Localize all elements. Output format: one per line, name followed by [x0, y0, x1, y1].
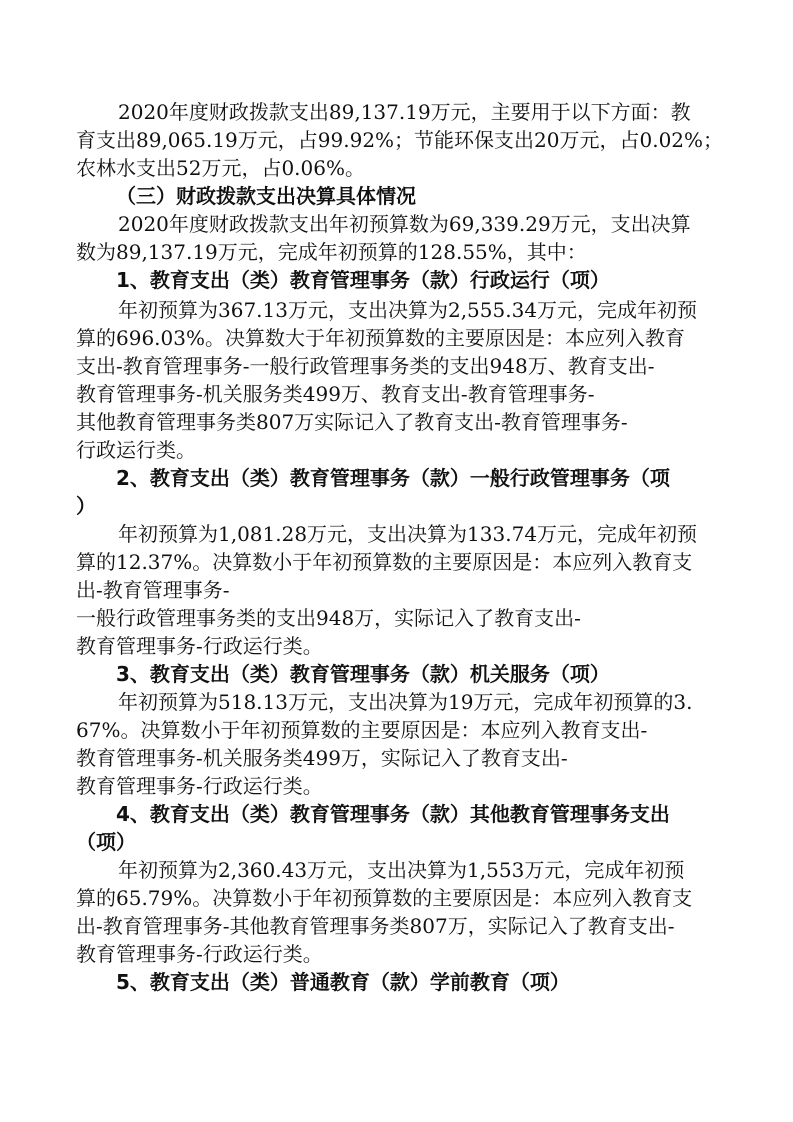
text-line: 出-教育管理事务- — [76, 578, 230, 602]
item-heading: 1、教育支出（类）教育管理事务（款）行政运行（项） — [116, 268, 610, 292]
text-line: 算的65.79%。决算数小于年初预算数的主要原因是：本应列入教育支 — [76, 886, 693, 910]
item-heading: 3、教育支出（类）教育管理事务（款）机关服务（项） — [116, 662, 610, 686]
text-line: 行政运行类。 — [76, 438, 196, 462]
text-line: 教育管理事务-行政运行类。 — [76, 942, 323, 966]
text-line: 教育管理事务-行政运行类。 — [76, 634, 323, 658]
text-line: 教育管理事务-机关服务类499万，实际记入了教育支出- — [76, 746, 568, 770]
text-line: 其他教育管理事务类807万实际记入了教育支出-教育管理事务- — [76, 410, 628, 434]
text-line: 一般行政管理事务类的支出948万，实际记入了教育支出- — [76, 606, 581, 630]
text-line: 年初预算为2,360.43万元，支出决算为1,553万元，完成年初预 — [118, 858, 685, 882]
text-line: 2020年度财政拨款支出年初预算数为69,339.29万元，支出决算 — [118, 212, 691, 236]
text-line: 教育管理事务-行政运行类。 — [76, 774, 323, 798]
text-line: 年初预算为1,081.28万元，支出决算为133.74万元，完成年初预 — [118, 522, 698, 546]
text-line: 算的12.37%。决算数小于年初预算数的主要原因是：本应列入教育支 — [76, 550, 693, 574]
item-heading-continued: （项） — [76, 830, 136, 854]
item-heading: 5、教育支出（类）普通教育（款）学前教育（项） — [116, 970, 570, 994]
text-line: 支出-教育管理事务-一般行政管理事务类的支出948万、教育支出- — [76, 354, 655, 378]
text-line: 数为89,137.19万元，完成年初预算的128.55%，其中： — [76, 240, 587, 264]
text-line: 农林水支出52万元，占0.06%。 — [76, 156, 365, 180]
item-heading: 2、教育支出（类）教育管理事务（款）一般行政管理事务（项 — [116, 466, 670, 490]
text-line: 67%。决算数小于年初预算数的主要原因是：本应列入教育支出- — [76, 718, 648, 742]
item-heading: 4、教育支出（类）教育管理事务（款）其他教育管理事务支出 — [116, 802, 670, 826]
item-heading-continued: ） — [76, 494, 96, 518]
section-heading: （三）财政拨款支出决算具体情况 — [116, 184, 416, 208]
text-line: 算的696.03%。决算数大于年初预算数的主要原因是：本应列入教育 — [76, 326, 685, 350]
text-line: 2020年度财政拨款支出89,137.19万元，主要用于以下方面：教 — [118, 100, 691, 124]
text-line: 育支出89,065.19万元，占99.92%；节能环保支出20万元，占0.02%； — [76, 128, 724, 152]
text-line: 年初预算为367.13万元，支出决算为2,555.34万元，完成年初预 — [118, 298, 698, 322]
text-line: 年初预算为518.13万元，支出决算为19万元，完成年初预算的3. — [118, 690, 693, 714]
text-line: 出-教育管理事务-其他教育管理事务类807万，实际记入了教育支出- — [76, 914, 675, 938]
text-line: 教育管理事务-机关服务类499万、教育支出-教育管理事务- — [76, 382, 595, 406]
